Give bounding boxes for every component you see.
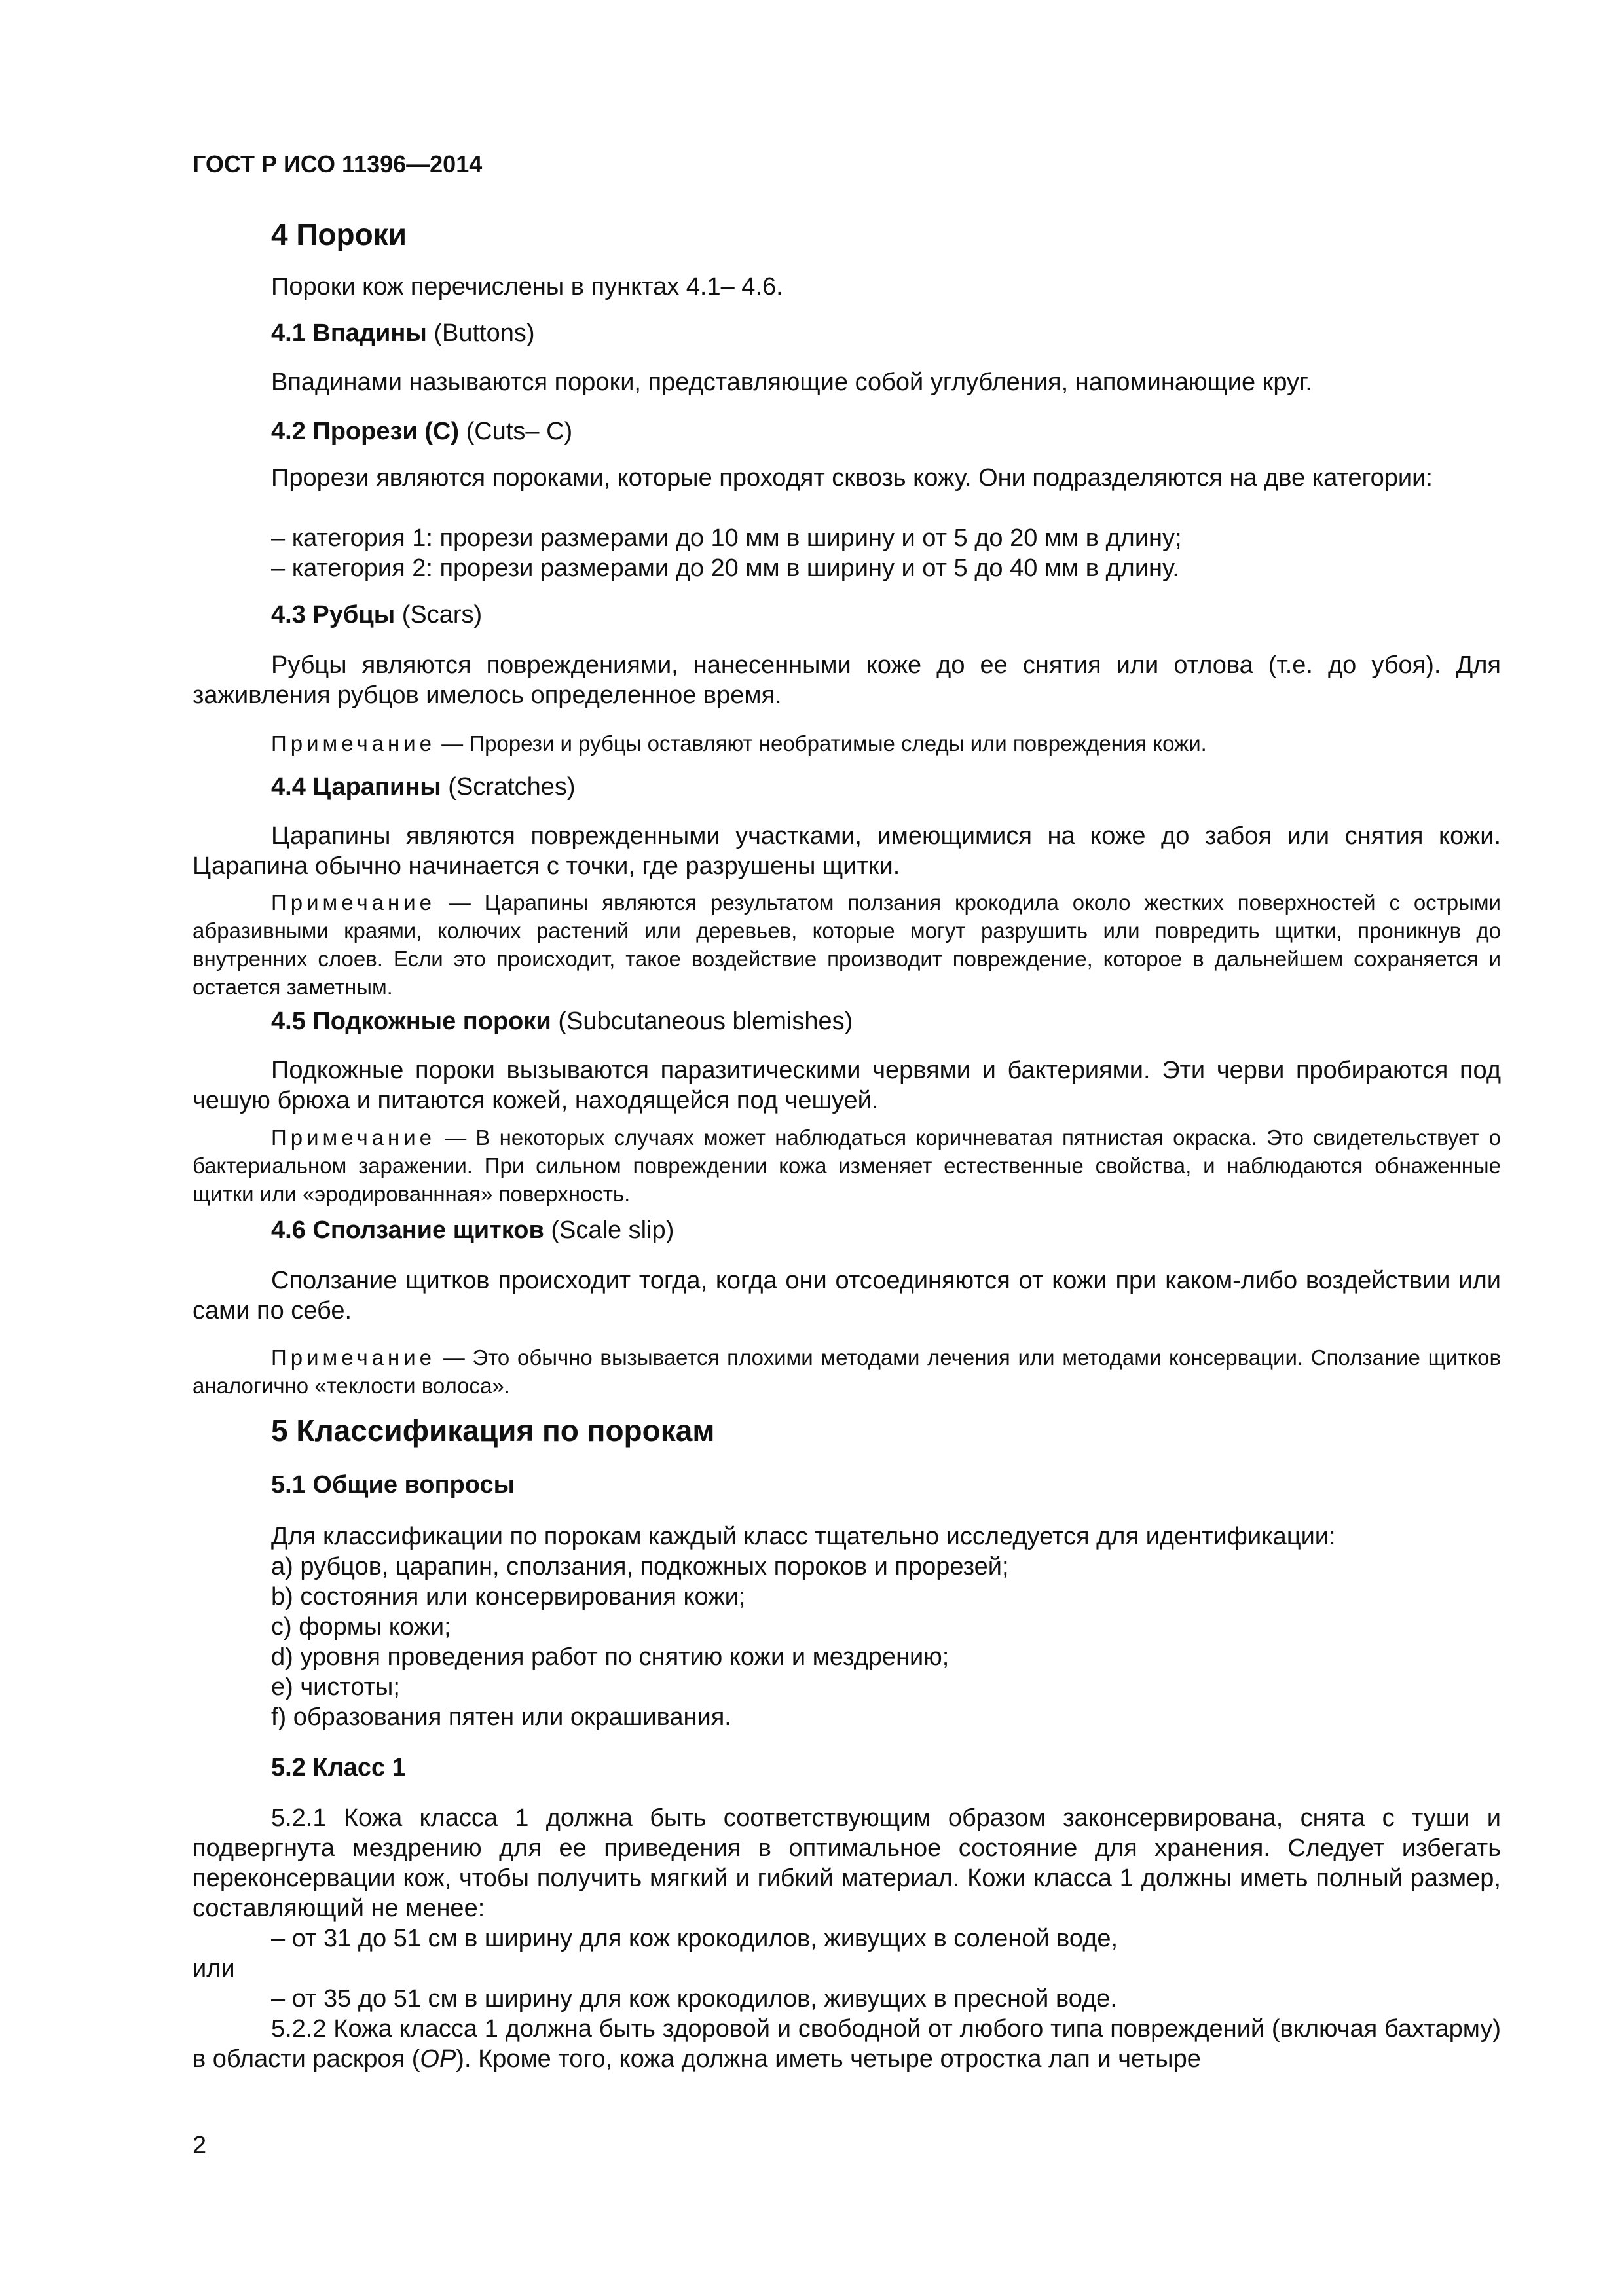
list-item-e: e) чистоты;: [271, 1673, 400, 1701]
subsection-5-1-title: [271, 1470, 515, 1500]
op-abbreviation: OP: [420, 2045, 456, 2073]
note-label: Примечание: [271, 731, 436, 756]
subsection-4-6-english: (Scale slip): [544, 1216, 674, 1244]
subsection-4-5-number: 4.5 Подкожные пороки: [271, 1008, 551, 1035]
document-header: ГОСТ Р ИСО 11396—2014: [193, 151, 483, 177]
note-text: — Это обычно вызывается плохими методами лечения или методами консервации. Сползание щитков аналогично «теклости волоса».: [193, 1345, 1501, 1398]
category-1-item: – категория 1: прорези размерами до 10 мм в ширину и от 5 до 20 мм в длину;: [271, 524, 1182, 552]
dash-item-saltwater: – от 31 до 51 см в ширину для кож крокодилов, живущих в соленой воде,: [271, 1925, 1118, 1952]
subsection-4-6-title: [271, 1215, 674, 1245]
subsection-5-2-heading: 5.2 Класс 1: [271, 1754, 406, 1781]
subsection-5-1-heading: 5.1 Общие вопросы: [271, 1471, 515, 1499]
subsection-4-2-number: 4.2 Прорези (С): [271, 418, 460, 445]
section-4-intro: Пороки кож перечислены в пунктах 4.1– 4.6.: [271, 273, 783, 301]
note-label: Примечание: [271, 890, 436, 915]
subsection-4-6-text: Сползание щитков происходит тогда, когда они отсоединяются от кожи при каком-либо воздействии или сами по себе.: [193, 1267, 1501, 1324]
subsection-4-2-text: Прорези являются пороками, которые проходят сквозь кожу. Они подразделяются на две категории:: [271, 464, 1433, 492]
note-text: — В некоторых случаях может наблюдаться коричневатая пятнистая окраска. Это свидетельствует о бактериальном заражении. При сильном повреждении кожа изменяет естественные свойства, и наблюдаются обнаженные щитки или «эродированнная» поверхность.: [193, 1125, 1501, 1206]
subsection-4-6-number: 4.6 Сползание щитков: [271, 1216, 544, 1244]
subsection-4-4-english: (Scratches): [441, 773, 576, 801]
paragraph-5-2-2-start: 5.2.2 Кожа класса 1 должна быть здоровой и свободной от любого типа повреждений (включая бахтарму) в области раскроя (: [193, 2015, 1501, 2073]
list-item-f: f) образования пятен или окрашивания.: [271, 1704, 731, 1731]
subsection-5-2-title: [271, 1753, 406, 1783]
list-item-c: c) формы кожи;: [271, 1613, 451, 1641]
paragraph-5-2-1: 5.2.1 Кожа класса 1 должна быть соответствующим образом законсервирована, снята с туши и подвергнута мездрению для ее приведения в оптимальное состояние для хранения. Следует избегать переконсервации кож, чтобы получить мягкий и гибкий материал. Кожи класса 1 должны иметь полный размер, составляющий не менее:: [193, 1804, 1501, 1922]
subsection-4-1-number: 4.1 Впадины: [271, 319, 427, 347]
note-4-3: [193, 729, 1501, 757]
list-item-a: a) рубцов, царапин, сползания, подкожных пороков и прорезей;: [271, 1553, 1009, 1580]
category-2-item: – категория 2: прорези размерами до 20 мм в ширину и от 5 до 40 мм в длину.: [271, 555, 1179, 582]
subsection-4-2-english: (Cuts– C): [459, 418, 573, 445]
page-number: 2: [193, 2132, 207, 2159]
subsection-4-4-title: [271, 772, 576, 802]
list-item-d: d) уровня проведения работ по снятию кожи и мездрению;: [271, 1643, 950, 1671]
subsection-4-5-title: [271, 1006, 853, 1036]
section-4-heading: 4 Пороки: [271, 217, 407, 251]
subsection-4-3-number: 4.3 Рубцы: [271, 601, 396, 629]
section-5-heading: 5 Классификация по порокам: [271, 1413, 715, 1448]
subsection-4-1-text: Впадинами называются пороки, представляющие собой углубления, напоминающие круг.: [271, 369, 1312, 396]
note-4-6: [193, 1343, 1501, 1400]
list-item-b: b) состояния или консервирования кожи;: [271, 1583, 746, 1611]
paragraph-5-2-2-end: ). Кроме того, кожа должна иметь четыре отростка лап и четыре: [456, 2045, 1201, 2073]
paragraph-5-2-2: [193, 2014, 1501, 2074]
note-text: — Царапины являются результатом ползания крокодила около жестких поверхностей с острыми абразивными краями, колючих растений или деревьев, которые могут разрушить или повредить щитки, проникнув до внутренних слоев. Если это происходит, такое воздействие производит повреждение, которое в дальнейшем сохраняется и остается заметным.: [193, 890, 1501, 999]
dash-item-freshwater: – от 35 до 51 см в ширину для кож крокодилов, живущих в пресной воде.: [271, 1985, 1117, 2013]
subsection-4-4-number: 4.4 Царапины: [271, 773, 441, 801]
subsection-4-3-text: Рубцы являются повреждениями, нанесенными коже до ее снятия или отлова (т.е. до убоя). Для заживления рубцов имелось определенное время.: [193, 651, 1501, 709]
subsection-4-3-english: (Scars): [395, 601, 483, 629]
subsection-4-5-english: (Subcutaneous blemishes): [551, 1008, 853, 1035]
note-text: — Прорези и рубцы оставляют необратимые следы или повреждения кожи.: [435, 731, 1207, 756]
subsection-4-5-text: Подкожные пороки вызываются паразитическими червями и бактериями. Эти черви пробираются под чешую брюха и питаются кожей, находящейся под чешуей.: [193, 1057, 1501, 1114]
or-text: или: [193, 1955, 235, 1982]
note-label: Примечание: [271, 1125, 436, 1150]
note-label: Примечание: [271, 1345, 436, 1370]
subsection-4-2-title: [271, 416, 572, 446]
subsection-4-4-text: Царапины являются поврежденными участками, имеющимися на коже до забоя или снятия кожи. Царапина обычно начинается с точки, где разрушены щитки.: [193, 822, 1501, 880]
subsection-4-3-title: [271, 600, 482, 630]
subsection-5-1-text: Для классификации по порокам каждый класс тщательно исследуется для идентификации:: [271, 1523, 1336, 1550]
note-4-4: [193, 888, 1501, 1001]
subsection-4-1-title: [271, 318, 535, 348]
note-4-5: [193, 1123, 1501, 1208]
subsection-4-1-english: (Buttons): [426, 319, 535, 347]
